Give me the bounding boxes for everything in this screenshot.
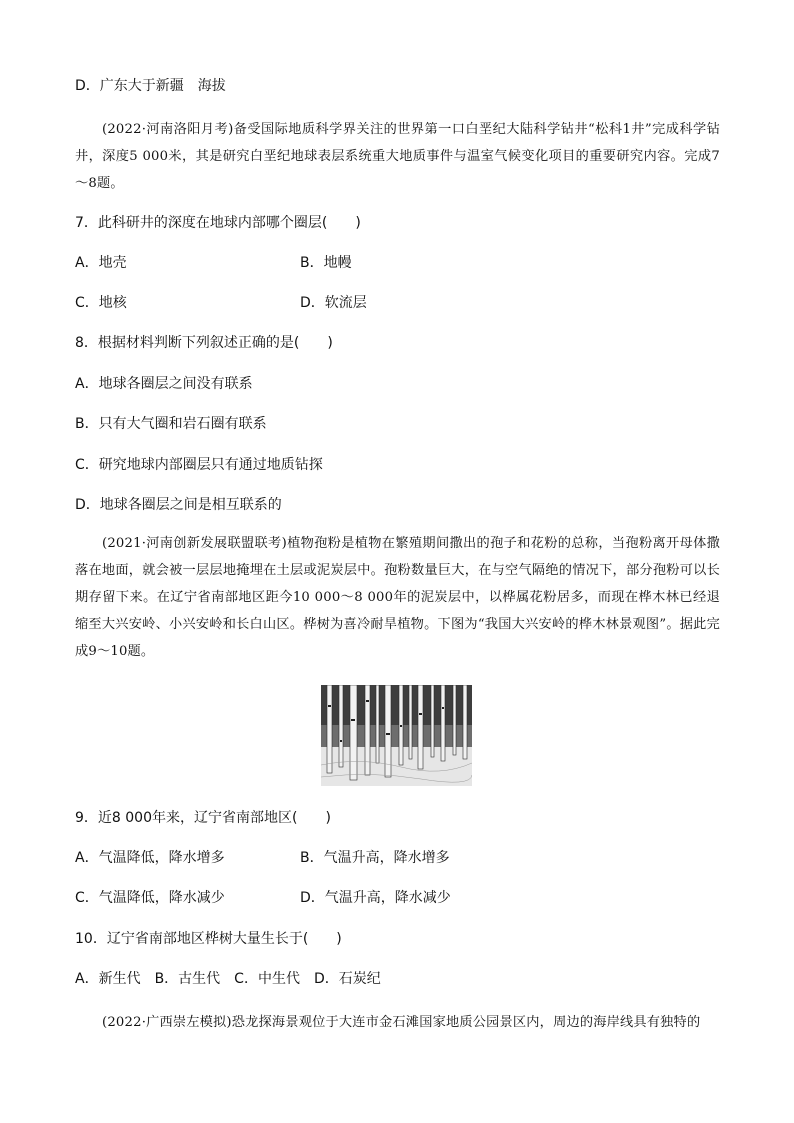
q10-options: A．新生代 B．古生代 C．中生代 D．石炭纪 bbox=[75, 971, 381, 987]
q7-option-d: D．软流层 bbox=[300, 295, 367, 311]
question-9: 9．近8 000年来，辽宁省南部地区( ) bbox=[75, 810, 331, 826]
q8-option-b: B．只有大气圈和岩石圈有联系 bbox=[75, 416, 267, 432]
material-9-10: (2021·河南创新发展联盟联考)植物孢粉是植物在繁殖期间撒出的孢子和花粉的总称，当孢粉离开母体撒落在地面，就会被一层层地掩埋在土层或泥炭层中。孢粉数量巨大，在与空气隔绝的情况下，部分孢粉可以长期存留下来。在辽宁省南部地区距今10 000～8 000年的泥炭层中，以桦属花粉居多，而现在桦木林已经退缩至大兴安岭、小兴安岭和长白山区。桦树为喜冷耐旱植物。下图为“我国大兴安岭的桦木林景观图”。据此完成9～10题。 bbox=[75, 536, 720, 659]
question-7: 7．此科研井的深度在地球内部哪个圈层( ) bbox=[75, 215, 361, 231]
q9-option-c: C．气温降低，降水减少 bbox=[75, 890, 225, 906]
q8-option-c: C．研究地球内部圈层只有通过地质钻探 bbox=[75, 457, 323, 473]
q6-option-d: D．广东大于新疆 海拔 bbox=[75, 78, 226, 94]
material-7-8: (2022·河南洛阳月考)备受国际地质科学界关注的世界第一口白垩纪大陆科学钻井“松科1井”完成科学钻井，深度5 000米，其是研究白垩纪地球表层系统重大地质事件与温室气候变化项目的重要研究内容。完成7～8题。 bbox=[75, 122, 720, 191]
q9-option-b: B．气温升高，降水增多 bbox=[300, 850, 450, 866]
material-11: (2022·广西崇左模拟)恐龙探海景观位于大连市金石滩国家地质公园景区内，周边的海岸线具有独特的 bbox=[102, 1015, 701, 1030]
question-10: 10．辽宁省南部地区桦树大量生长于( ) bbox=[75, 931, 342, 947]
birch-forest-photo bbox=[321, 685, 472, 786]
q8-option-d: D．地球各圈层之间是相互联系的 bbox=[75, 497, 282, 513]
q9-option-a: A．气温降低，降水增多 bbox=[75, 850, 225, 866]
q9-option-d: D．气温升高，降水减少 bbox=[300, 890, 451, 906]
q7-option-a: A．地壳 bbox=[75, 255, 127, 271]
q8-option-a: A．地球各圈层之间没有联系 bbox=[75, 376, 253, 392]
question-8: 8．根据材料判断下列叙述正确的是( ) bbox=[75, 335, 333, 351]
q7-option-c: C．地核 bbox=[75, 295, 127, 311]
q7-option-b: B．地幔 bbox=[300, 255, 352, 271]
